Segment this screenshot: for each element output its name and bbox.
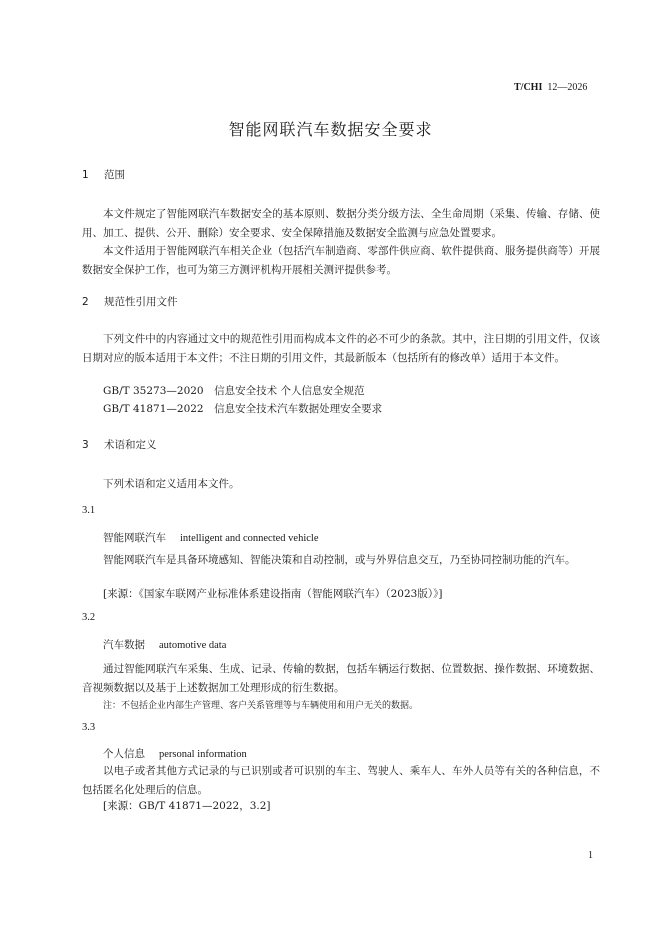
term-zh: 智能网联汽车 bbox=[103, 532, 166, 544]
term-number: 3.3 bbox=[82, 722, 96, 733]
section-title: 范围 bbox=[104, 169, 125, 181]
term-definition bbox=[82, 660, 600, 697]
document-title: 智能网联汽车数据安全要求 bbox=[228, 120, 433, 139]
section-1-heading bbox=[82, 167, 125, 182]
term-entry bbox=[103, 746, 247, 761]
term-definition bbox=[82, 551, 600, 570]
section-number: 1 bbox=[82, 169, 89, 181]
normative-reference-1: GB/T 35273—2020 信息安全技术 个人信息安全规范 bbox=[103, 385, 365, 397]
term-number: 3.2 bbox=[82, 612, 96, 623]
section-3-heading bbox=[82, 437, 157, 452]
paragraph: 智能网联汽车是具备环境感知、智能决策和自动控制，或与外界信息交互，乃至协同控制功能的汽车。 bbox=[103, 554, 576, 566]
section-2-heading bbox=[82, 294, 178, 309]
term-source: [来源：《国家车联网产业标准体系建设指南（智能网联汽车）（2023版）》] bbox=[103, 588, 443, 600]
section-2-body bbox=[82, 330, 600, 367]
term-entry bbox=[103, 530, 318, 545]
paragraph: 通过智能网联汽车采集、生成、记录、传输的数据，包括车辆运行数据、位置数据、操作数据、环境数据、音视频数据以及基于上述数据加工处理形成的衍生数据。 bbox=[82, 663, 600, 694]
section-number: 2 bbox=[82, 296, 89, 308]
section-number: 3 bbox=[82, 439, 89, 451]
term-entry bbox=[103, 637, 226, 652]
standard-org: T/CHI bbox=[514, 82, 543, 93]
terms-intro: 下列术语和定义适用本文件。 bbox=[103, 478, 240, 490]
section-1-body bbox=[82, 205, 600, 279]
standard-number: 12—2026 bbox=[547, 82, 588, 93]
term-definition bbox=[82, 762, 600, 799]
term-en: personal information bbox=[159, 749, 247, 760]
term-source: [来源：GB/T 41871—2022，3.2] bbox=[103, 800, 271, 812]
term-zh: 汽车数据 bbox=[103, 639, 145, 651]
paragraph: 以电子或者其他方式记录的与已识别或者可识别的车主、驾驶人、乘车人、车外人员等有关的各种信息，不包括匿名化处理后的信息。 bbox=[82, 765, 600, 796]
term-zh: 个人信息 bbox=[103, 748, 145, 760]
page-number: 1 bbox=[588, 850, 593, 861]
paragraph: 下列文件中的内容通过文中的规范性引用而构成本文件的必不可少的条款。其中，注日期的引用文件，仅该日期对应的版本适用于本文件；不注日期的引用文件，其最新版本（包括所有的修改单）适用于本文件。 bbox=[82, 333, 600, 364]
section-title: 规范性引用文件 bbox=[104, 296, 178, 308]
term-note: 注：不包括企业内部生产管理、客户关系管理等与车辆使用和用户无关的数据。 bbox=[103, 701, 419, 711]
section-title: 术语和定义 bbox=[104, 439, 157, 451]
term-en: intelligent and connected vehicle bbox=[180, 533, 319, 544]
paragraph: 本文件规定了智能网联汽车数据安全的基本原则、数据分类分级方法、全生命周期（采集、传输、存储、使用、加工、提供、公开、删除）安全要求、安全保障措施及数据安全监测与应急处置要求。 bbox=[82, 208, 600, 239]
term-number: 3.1 bbox=[82, 505, 96, 516]
term-en: automotive data bbox=[159, 640, 227, 651]
paragraph: 本文件适用于智能网联汽车相关企业（包括汽车制造商、零部件供应商、软件提供商、服务提供商等）开展数据安全保护工作，也可为第三方测评机构开展相关测评提供参考。 bbox=[82, 245, 600, 276]
standard-code bbox=[514, 82, 587, 93]
normative-reference-2: GB/T 41871—2022 信息安全技术汽车数据处理安全要求 bbox=[103, 403, 383, 415]
